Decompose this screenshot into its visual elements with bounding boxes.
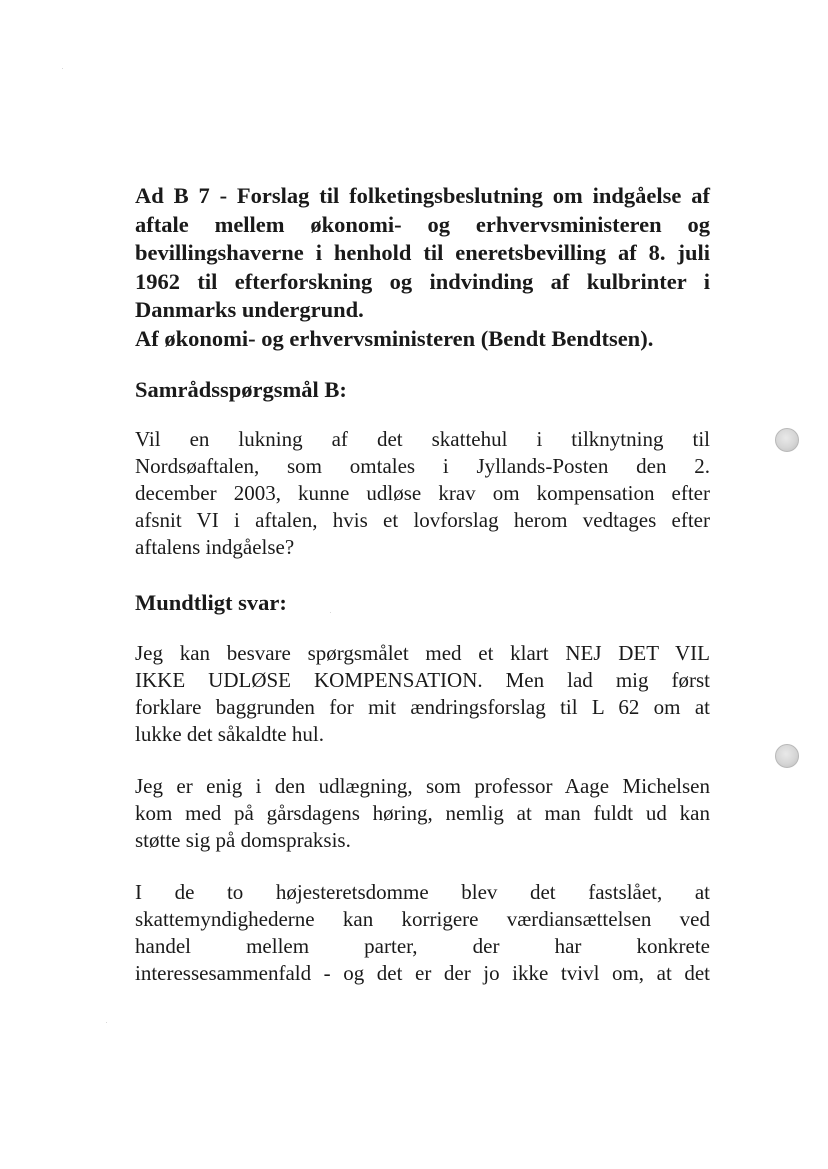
question-paragraph (135, 426, 710, 561)
paragraph-line: IKKE UDLØSE KOMPENSATION. Men lad mig først (135, 668, 710, 692)
answer-paragraph (135, 773, 710, 854)
paragraph-line: Vil en lukning af det skattehul i tilknytning til (135, 427, 710, 451)
heading-line: Ad B 7 - Forslag til folketingsbeslutning om indgåelse af (135, 183, 710, 208)
answer-paragraph (135, 879, 710, 987)
heading-line: 1962 til efterforskning og indvinding af kulbrinter i (135, 268, 710, 294)
heading-line: bevillingshaverne i henhold til eneretsbevilling af 8. juli (135, 240, 710, 265)
paragraph-line: Nordsøaftalen, som omtales i Jyllands-Posten den 2. (135, 454, 710, 478)
paragraph-line: støtte sig på domspraksis. (135, 828, 351, 852)
paragraph-line: afsnit VI i aftalen, hvis et lovforslag herom vedtages efter (135, 508, 710, 532)
paragraph-line: interessesammenfald - og det er der jo ikke tvivl om, at det (135, 961, 710, 985)
paragraph-line: forklare baggrunden for mit ændringsforslag til L 62 om at (135, 695, 710, 719)
heading-line: aftale mellem økonomi- og erhvervsministeren og (135, 211, 710, 237)
paragraph-line: december 2003, kunne udløse krav om kompensation efter (135, 481, 710, 505)
scan-speck (62, 68, 63, 69)
heading-line: Danmarks undergrund. (135, 297, 364, 322)
paragraph-line: Jeg kan besvare spørgsmålet med et klart NEJ DET VIL (135, 641, 710, 665)
punch-hole-icon (775, 428, 799, 452)
punch-hole-icon (775, 744, 799, 768)
paragraph-line: Jeg er enig i den udlægning, som professor Aage Michelsen (135, 774, 710, 798)
answer-paragraph (135, 640, 710, 748)
scan-speck (330, 612, 331, 613)
paragraph-line: kom med på gårsdagens høring, nemlig at man fuldt ud kan (135, 801, 710, 825)
paragraph-line: I de to højesteretsdomme blev det fastslået, at (135, 880, 710, 904)
scan-speck (106, 1022, 107, 1023)
heading-line: Af økonomi- og erhvervsministeren (Bendt Bendtsen). (135, 325, 654, 351)
paragraph-line: handel mellem parter, der har konkrete (135, 934, 710, 958)
paragraph-line: aftalens indgåelse? (135, 535, 295, 559)
section-title-answer: Mundtligt svar: (135, 590, 287, 615)
document-heading (135, 182, 710, 353)
section-title-question: Samrådsspørgsmål B: (135, 377, 347, 402)
paragraph-line: skattemyndighederne kan korrigere værdiansættelsen ved (135, 907, 710, 931)
paragraph-line: lukke det såkaldte hul. (135, 722, 324, 746)
